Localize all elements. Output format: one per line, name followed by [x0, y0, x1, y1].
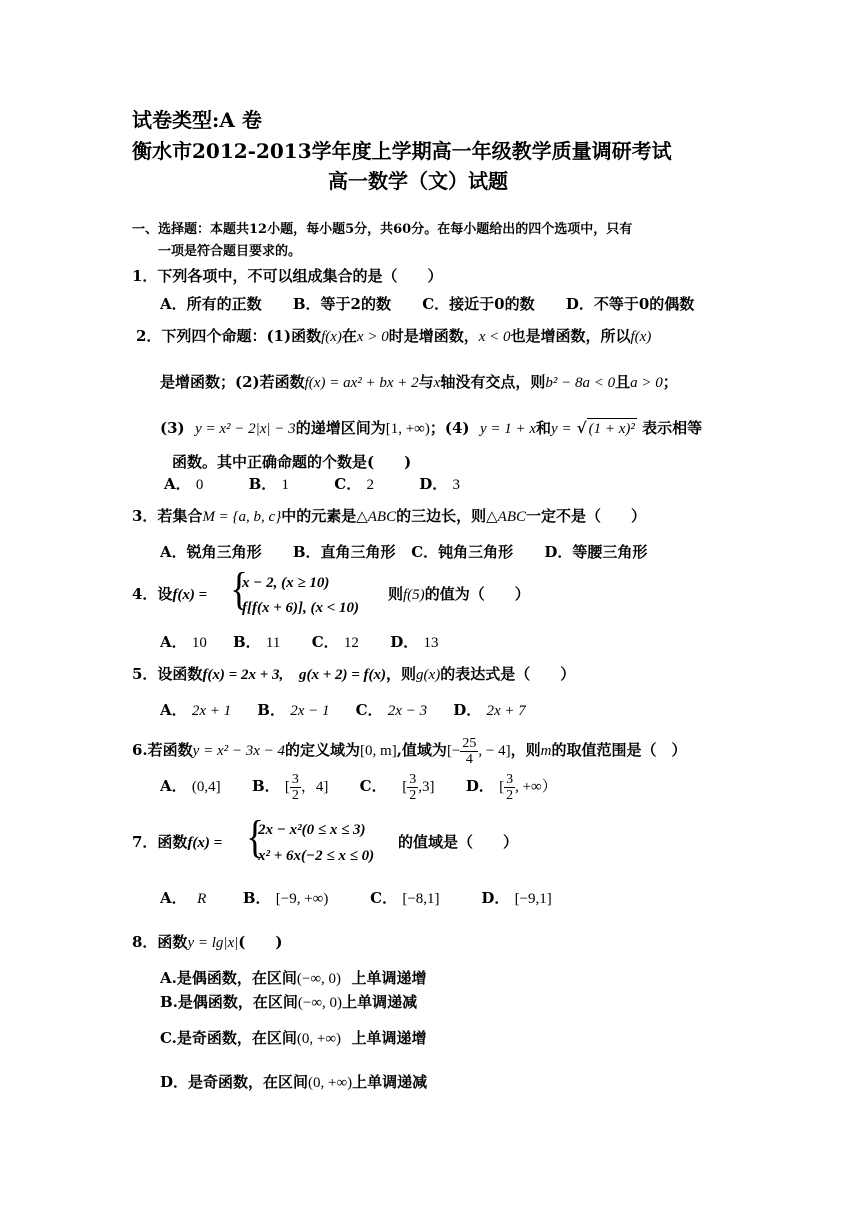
q7-brace: {: [246, 811, 264, 862]
q6-text: ，则: [510, 741, 541, 759]
q2-line3: (3) y = x² − 2|x| − 3的递增区间为[1, +∞)；(4) y = 1 + x和y = √ (1 + x)² 表示相等: [160, 419, 703, 437]
q2-stem-text: 2．下列四个命题：(1)函数: [136, 327, 322, 345]
q4-text: 则: [388, 585, 404, 603]
q7-options: [160, 888, 552, 909]
q4-option-value: 10: [191, 635, 207, 651]
q1-option-b: B．等于2的数: [292, 295, 391, 313]
q7-case1: 2x − x²(0 ≤ x ≤ 3): [258, 822, 366, 838]
q7-option-label: C．: [370, 889, 398, 907]
q8-math: (0, +∞): [296, 1031, 342, 1047]
q7-option-value: [−8,1]: [402, 891, 440, 907]
q2-option-value: 0: [195, 477, 204, 493]
q5-math: g(x + 2) = f(x): [298, 667, 387, 683]
q4-option-value: 11: [265, 635, 281, 651]
q2-math: y = 1 + x: [479, 421, 537, 437]
q5-text: ，则: [386, 665, 417, 683]
q3-math: ABC: [497, 509, 526, 525]
q4-brace: {: [230, 563, 248, 614]
q4-option-label: B．: [233, 633, 261, 651]
q6-option-value: [: [402, 779, 408, 795]
q6-option-value: (0,4]: [191, 779, 221, 795]
q4-case2: f[f(x + 6)], (x < 10): [242, 600, 360, 616]
q5-text: 5．设函数: [132, 665, 203, 683]
q6-math: , − 4]: [478, 743, 511, 759]
q2-option-value: 1: [281, 477, 290, 493]
q2-text: ；(4): [429, 419, 470, 437]
q2-math: f(x): [630, 329, 652, 345]
q3-text: 一定不是（ ）: [526, 507, 647, 525]
q5-option-label: D．: [453, 701, 482, 719]
q3-math: M = {a, b, c}: [202, 509, 282, 525]
q2-math: y = x² − 2|x| − 3: [195, 421, 296, 437]
q6-fraction-den: 4: [465, 751, 473, 767]
q6-math: [−: [446, 743, 461, 759]
q8-text: 上单调递增: [351, 969, 427, 987]
q4-text: 的值为（ ）: [424, 585, 530, 603]
q2-option-value: 3: [452, 477, 460, 493]
q2-option-label: D．: [419, 475, 448, 493]
q7-stem-start: [132, 832, 222, 853]
q6-fraction-num: 25: [462, 735, 477, 751]
q8-text: 上单调递增: [351, 1029, 427, 1047]
q2-math: (1 + x)²: [587, 418, 637, 439]
q8-option-d: [160, 1072, 427, 1093]
q8-math: (−∞, 0): [297, 995, 343, 1011]
q8-stem: [132, 932, 283, 953]
q3-text: 3．若集合: [132, 507, 203, 525]
q8-math: y = lg|x|: [187, 935, 239, 951]
q2-text: 在: [341, 327, 357, 345]
q7-option-value: [−9,1]: [514, 891, 552, 907]
q8-text: A.是偶函数，在区间: [160, 969, 297, 987]
q8-text: B.是偶函数，在区间: [160, 993, 298, 1011]
q8-text: C.是奇函数，在区间: [160, 1029, 297, 1047]
q8-option-a: [160, 968, 427, 989]
q7-option-value: [−9, +∞): [275, 891, 329, 907]
q6-options: [160, 766, 557, 807]
q6-fraction-den: 2: [291, 787, 299, 803]
q7-math: f(x) =: [187, 835, 223, 851]
q8-option-c: [160, 1028, 427, 1049]
q4-option-value: 12: [343, 635, 359, 651]
q6-option-value: , +∞）: [515, 779, 557, 795]
q2-option-label: B．: [248, 475, 277, 493]
q4-math: f(5): [403, 587, 425, 603]
q5-text: 的表达式是（ ）: [440, 665, 576, 683]
q1-options: [160, 294, 694, 314]
q2-text: 是增函数；(2)若函数: [160, 373, 305, 391]
section-heading-line1: 一、选择题：本题共12小题，每小题5分，共60分。在每小题给出的四个选项中，只有: [132, 222, 633, 237]
subject-title: 高一数学（文）试题: [328, 169, 508, 193]
q2-math: b² − 8a < 0: [545, 375, 616, 391]
q3-stem: [132, 506, 646, 527]
q1-option-a: A．所有的正数: [160, 295, 262, 313]
q2-text: 时是增函数，: [388, 327, 479, 345]
paper-type: 试卷类型:A 卷: [132, 108, 262, 132]
q4-stem-end: [388, 584, 530, 605]
q1-stem: 1．下列各项中，不可以组成集合的是（ ）: [132, 267, 443, 285]
q6-option-label: B．: [251, 777, 280, 795]
q5-option-label: C．: [355, 701, 383, 719]
q3-option-a: A．锐角三角形: [160, 543, 262, 561]
q6-option-label: D．: [465, 777, 494, 795]
q6-option-b-fraction: [290, 772, 301, 803]
q6-option-value: [: [499, 779, 505, 795]
q7-stem-end: 的值域是（ ）: [398, 833, 519, 851]
q4-option-label: C．: [311, 633, 339, 651]
q2-text: (3): [160, 419, 185, 437]
q2-line2: [160, 372, 678, 393]
q2-text: ；: [662, 373, 678, 391]
q3-option-d: D．等腰三角形: [544, 543, 648, 561]
q8-text: 8．函数: [132, 933, 188, 951]
q6-option-label: C．: [359, 777, 387, 795]
q1-option-d: D．不等于0的偶数: [565, 295, 695, 313]
exam-title: 衡水市2012-2013学年度上学期高一年级教学质量调研考试: [132, 139, 672, 163]
q2-text: 且: [615, 373, 631, 391]
q2-line4: 函数。其中正确命题的个数是( ): [172, 453, 412, 471]
q6-option-label: A．: [160, 777, 187, 795]
q5-math: f(x) = 2x + 3,: [202, 667, 284, 683]
q3-text: 的三边长，则△: [396, 507, 498, 525]
q7-option-label: D．: [481, 889, 510, 907]
q8-text: ( ): [238, 933, 283, 951]
q6-math: [0, m]: [360, 743, 397, 759]
q7-option-value: R: [197, 891, 207, 907]
q2-math: x > 0: [356, 329, 389, 345]
q2-option-label: C．: [334, 475, 362, 493]
q6-math: m: [540, 743, 552, 759]
q4-text: 4．设: [132, 585, 173, 603]
q8-text: 上单调递减: [342, 993, 418, 1011]
q4-option-label: A．: [160, 633, 187, 651]
q2-text: 轴没有交点，则: [440, 373, 546, 391]
q6-text: 的定义域为: [285, 741, 361, 759]
q4-stem-start: [132, 584, 207, 605]
q3-text: 中的元素是△: [281, 507, 368, 525]
q6-option-value: ,3]: [418, 779, 435, 795]
q6-text: 6.若函数: [132, 741, 193, 759]
q2-math: f(x): [321, 329, 342, 345]
q6-fraction-den: 2: [409, 787, 417, 803]
q3-option-c: C．钝角三角形: [411, 543, 514, 561]
q6-option-value: [: [284, 779, 290, 795]
q7-option-label: B．: [242, 889, 271, 907]
q2-line1: [136, 326, 651, 347]
q7-text: 7．函数: [132, 833, 188, 851]
q5-math: g(x): [416, 667, 441, 683]
q2-options: [164, 474, 460, 495]
q6-text: 的取值范围是（ ）: [551, 741, 687, 759]
q5-option-value: 2x − 1: [290, 703, 330, 719]
q2-text: 的递增区间为: [295, 419, 386, 437]
q2-math: x < 0: [478, 329, 511, 345]
q2-math: f(x) = ax² + bx + 2: [304, 375, 419, 391]
q4-math: f(x) =: [172, 587, 208, 603]
q8-option-b: [160, 992, 417, 1013]
q2-text: 与: [418, 373, 434, 391]
q4-case1: x − 2, (x ≥ 10): [242, 575, 330, 591]
q5-stem: [132, 664, 575, 685]
q3-math: ABC: [367, 509, 397, 525]
q5-option-label: A．: [160, 701, 187, 719]
q3-options: [160, 542, 647, 562]
q2-math: x: [433, 375, 441, 391]
q2-math: [1, +∞): [385, 421, 430, 437]
q6-fraction-num: 3: [291, 771, 299, 787]
q6-fraction-num: 3: [506, 771, 514, 787]
q4-options: [160, 632, 439, 653]
q6-option-d-fraction: [504, 772, 515, 803]
q5-options: [160, 700, 526, 721]
q2-math: a > 0: [630, 375, 663, 391]
q6-math: y = x² − 3x − 4: [192, 743, 286, 759]
q8-text: D．是奇函数，在区间: [160, 1073, 309, 1091]
q2-option-label: A．: [164, 475, 191, 493]
q8-math: (−∞, 0): [296, 971, 342, 987]
q6-fraction-den: 2: [506, 787, 514, 803]
q3-option-b: B．直角三角形: [292, 543, 396, 561]
q6-text: ,值域为: [396, 741, 447, 759]
q2-math: y =: [551, 421, 572, 437]
q2-text: 也是增函数，所以: [510, 327, 631, 345]
q2-text: 表示相等: [642, 419, 703, 437]
q5-option-value: 2x + 7: [486, 703, 526, 719]
q4-option-label: D．: [390, 633, 419, 651]
q2-option-value: 2: [366, 477, 374, 493]
q5-option-value: 2x − 3: [387, 703, 428, 719]
q6-option-value: ，4]: [300, 779, 329, 795]
q7-option-label: A．: [160, 889, 187, 907]
q5-option-value: 2x + 1: [191, 703, 232, 719]
section-heading-line2: 一项是符合题目要求的。: [158, 244, 302, 259]
q5-option-label: B．: [257, 701, 285, 719]
q7-case2: x² + 6x(−2 ≤ x ≤ 0): [258, 848, 375, 864]
q1-option-c: C．接近于0的数: [422, 295, 535, 313]
q6-fraction: [460, 736, 478, 767]
q6-fraction-num: 3: [409, 771, 417, 787]
q2-text: 和: [536, 419, 552, 437]
q8-text: 上单调递减: [352, 1073, 428, 1091]
q8-math: (0, +∞): [308, 1075, 353, 1091]
q4-option-value: 13: [423, 635, 439, 651]
q6-option-c-fraction: [407, 772, 418, 803]
